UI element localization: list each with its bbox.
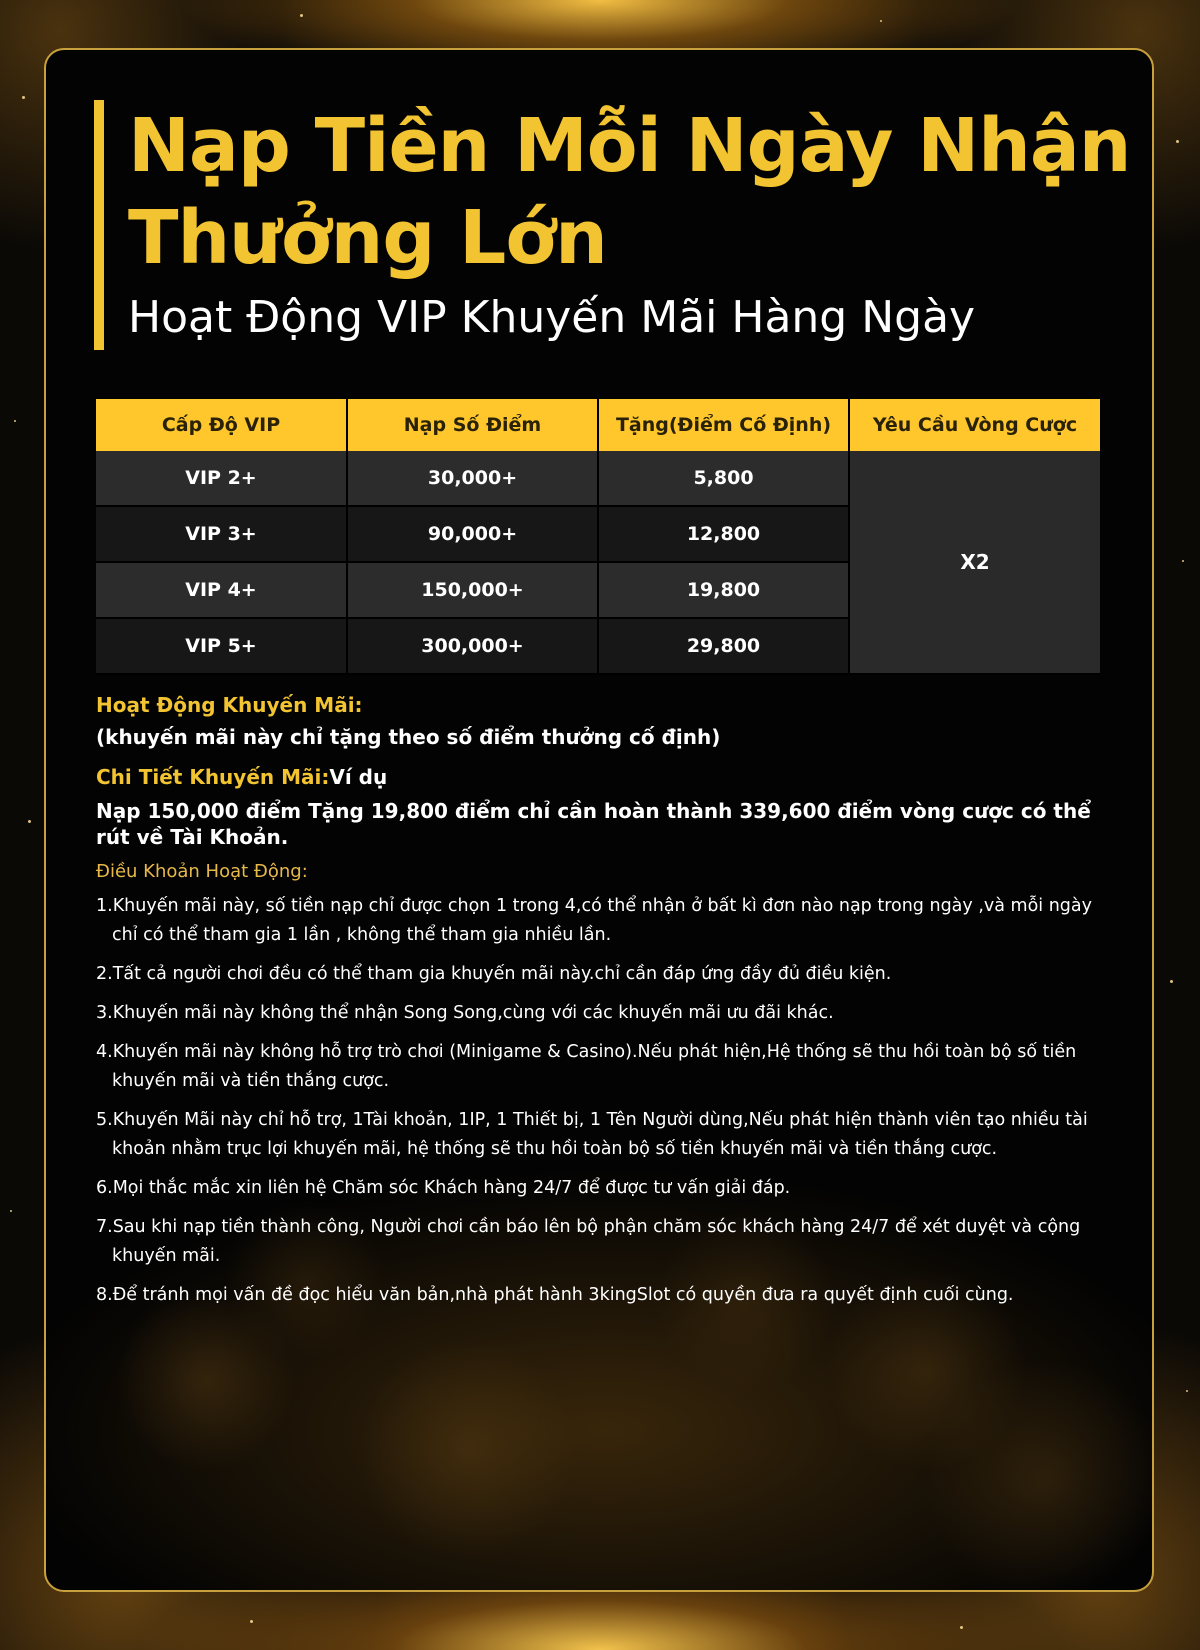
detail-line [96, 762, 1106, 792]
title-block [94, 100, 1138, 350]
sparkle [300, 14, 303, 17]
list-item: 3.Khuyến mãi này không thể nhận Song Song,cùng với các khuyến mãi ưu đãi khác. [96, 1003, 834, 1023]
vip-bonus-table [96, 399, 1100, 675]
bonus-cell: 5,800 [598, 451, 849, 506]
column-header-wager: Yêu Cầu Vòng Cược [849, 399, 1100, 451]
bonus-cell: 29,800 [598, 618, 849, 674]
deposit-cell: 90,000+ [347, 506, 598, 562]
list-item: 4.Khuyến mãi này không hỗ trợ trò chơi (Minigame & Casino).Nếu phát hiện,Hệ thống sẽ thu hồi toàn bộ số tiền khuyến mãi và tiền thắng cược. [96, 1042, 1077, 1091]
vip-level-cell: VIP 3+ [96, 506, 347, 562]
list-item: 8.Để tránh mọi vấn đề đọc hiểu văn bản,nhà phát hành 3kingSlot có quyền đưa ra quyết định cuối cùng. [96, 1285, 1014, 1305]
detail-label: Chi Tiết Khuyến Mãi: [96, 765, 330, 789]
deposit-cell: 150,000+ [347, 562, 598, 618]
sparkle [10, 1210, 12, 1212]
page-subtitle: Hoạt Động VIP Khuyến Mãi Hàng Ngày [128, 292, 976, 343]
sparkle [880, 20, 882, 22]
terms-title: Điều Khoản Hoạt Động: [96, 861, 308, 882]
list-item: 6.Mọi thắc mắc xin liên hệ Chăm sóc Khách hàng 24/7 để được tư vấn giải đáp. [96, 1178, 791, 1198]
promo-details [96, 690, 1106, 1320]
table-row [96, 451, 1100, 506]
sparkle [1186, 1390, 1188, 1392]
page-title-line-2: Thưởng Lớn [128, 195, 607, 281]
example-text: Nạp 150,000 điểm Tặng 19,800 điểm chỉ cần hoàn thành 339,600 điểm vòng cược có thể rút về Tài Khoản. [96, 799, 1091, 849]
deposit-cell: 30,000+ [347, 451, 598, 506]
list-item: 5.Khuyến Mãi này chỉ hỗ trợ, 1Tài khoản, 1IP, 1 Thiết bị, 1 Tên Người dùng,Nếu phát hiện thành viên tạo nhiều tài khoản nhằm trục lợi khuyến mãi, hệ thống sẽ thu hồi toàn bộ số tiền khuyến mãi và tiền thắng cược. [96, 1110, 1088, 1159]
bonus-cell: 19,800 [598, 562, 849, 618]
list-item: 2.Tất cả người chơi đều có thể tham gia khuyến mãi này.chỉ cần đáp ứng đầy đủ điều kiện. [96, 964, 892, 984]
vip-level-cell: VIP 5+ [96, 618, 347, 674]
column-header-bonus: Tặng(Điểm Cố Định) [598, 399, 849, 451]
column-header-vip-level: Cấp Độ VIP [96, 399, 347, 451]
terms-list [96, 892, 1106, 1310]
wager-requirement-cell: X2 [849, 451, 1100, 674]
table-header-row [96, 399, 1100, 451]
vip-level-cell: VIP 4+ [96, 562, 347, 618]
promo-panel [44, 48, 1154, 1592]
deposit-cell: 300,000+ [347, 618, 598, 674]
sparkle [960, 1626, 963, 1629]
sparkle [28, 820, 31, 823]
sparkle [14, 420, 16, 422]
page-title-line-1: Nạp Tiền Mỗi Ngày Nhận [128, 103, 1131, 189]
list-item: 7.Sau khi nạp tiền thành công, Người chơi cần báo lên bộ phận chăm sóc khách hàng 24/7 để xét duyệt và cộng khuyến mãi. [96, 1217, 1081, 1266]
vip-level-cell: VIP 2+ [96, 451, 347, 506]
promo-label: Hoạt Động Khuyến Mãi: [96, 693, 363, 717]
sparkle [1176, 140, 1179, 143]
sparkle [22, 96, 25, 99]
bonus-cell: 12,800 [598, 506, 849, 562]
sparkle [250, 1620, 253, 1623]
detail-example: Ví dụ [329, 765, 388, 789]
sparkle [1170, 980, 1173, 983]
sparkle [1182, 560, 1184, 562]
column-header-deposit: Nạp Số Điểm [347, 399, 598, 451]
promo-note: (khuyến mãi này chỉ tặng theo số điểm thưởng cố định) [96, 725, 721, 749]
list-item: 1.Khuyến mãi này, số tiền nạp chỉ được chọn 1 trong 4,có thể nhận ở bất kì đơn nào nạp trong ngày ,và mỗi ngày chỉ có thể tham gia 1 lần , không thể tham gia nhiều lần. [96, 896, 1092, 945]
